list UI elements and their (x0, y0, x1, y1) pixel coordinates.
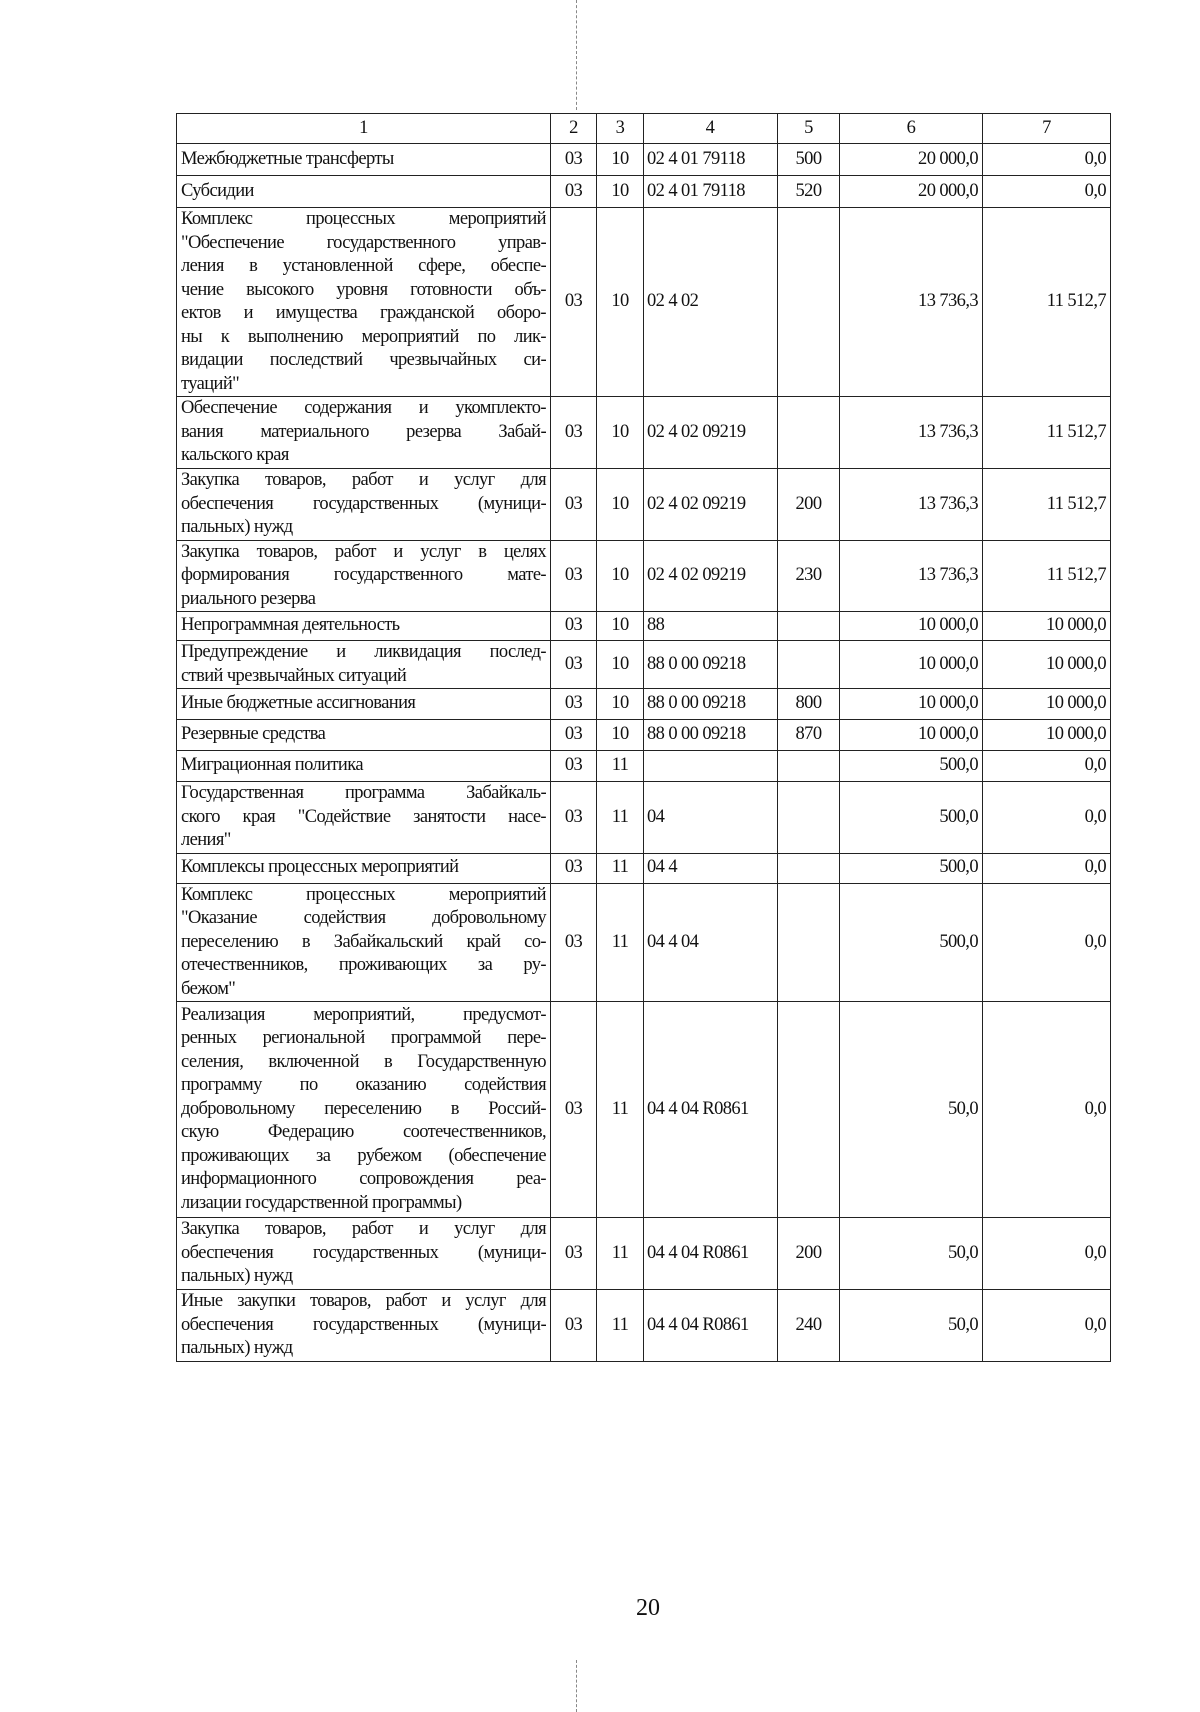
target-article-code: 88 0 00 09218 (644, 641, 778, 689)
amount-year-2: 0,0 (983, 751, 1111, 782)
expense-type-code (778, 397, 840, 469)
subsection-code: 10 (597, 397, 644, 469)
subsection-code: 10 (597, 144, 644, 176)
section-code: 03 (551, 469, 597, 541)
expense-type-code (778, 883, 840, 1002)
target-article-code: 02 4 01 79118 (644, 144, 778, 176)
description-line: ны к выполнению мероприятий по лик- (181, 326, 546, 347)
column-header: 7 (983, 114, 1111, 144)
table-row (177, 853, 1111, 883)
expense-type-code: 500 (778, 144, 840, 176)
expense-type-code: 520 (778, 176, 840, 208)
description-line: Обеспечение содержания и укомплекто- (181, 398, 546, 419)
section-code: 03 (551, 883, 597, 1002)
description-line: видации последствий чрезвычайных си- (181, 350, 546, 370)
section-code: 03 (551, 612, 597, 641)
amount-year-1: 13 736,3 (840, 540, 983, 612)
section-code: 03 (551, 689, 597, 720)
subsection-code: 11 (597, 1290, 644, 1362)
target-article-code: 04 4 04 R0861 (644, 1002, 778, 1218)
amount-year-1: 50,0 (840, 1218, 983, 1290)
expense-type-code: 200 (778, 469, 840, 541)
column-header: 1 (177, 114, 551, 144)
row-description (177, 144, 551, 176)
target-article-code: 04 4 04 R0861 (644, 1290, 778, 1362)
table-row (177, 176, 1111, 208)
column-header: 5 (778, 114, 840, 144)
section-code: 03 (551, 397, 597, 469)
amount-year-2: 10 000,0 (983, 612, 1111, 641)
table-header-row (177, 114, 1111, 144)
target-article-code: 04 4 04 R0861 (644, 1218, 778, 1290)
section-code: 03 (551, 1218, 597, 1290)
expense-type-code (778, 208, 840, 397)
description-line: бежом" (181, 978, 236, 999)
description-line: ектов и имущества гражданской оборо- (181, 303, 546, 323)
amount-year-1: 500,0 (840, 751, 983, 782)
column-header: 2 (551, 114, 597, 144)
description-line: риального резерва (181, 588, 316, 609)
expense-type-code: 200 (778, 1218, 840, 1290)
description-line: "Оказание содействия добровольному (181, 908, 546, 928)
description-line: селения, включенной в Государственную (181, 1051, 546, 1072)
row-description (177, 176, 551, 208)
amount-year-1: 500,0 (840, 883, 983, 1002)
subsection-code: 10 (597, 540, 644, 612)
table-row (177, 641, 1111, 689)
target-article-code: 88 0 00 09218 (644, 689, 778, 720)
amount-year-2: 11 512,7 (983, 208, 1111, 397)
row-description (177, 751, 551, 782)
expense-type-code (778, 641, 840, 689)
amount-year-1: 20 000,0 (840, 176, 983, 208)
amount-year-1: 13 736,3 (840, 208, 983, 397)
amount-year-2: 0,0 (983, 883, 1111, 1002)
table-row (177, 883, 1111, 1002)
amount-year-1: 50,0 (840, 1002, 983, 1218)
section-code: 03 (551, 208, 597, 397)
scan-artifact-line (576, 1660, 577, 1712)
subsection-code: 11 (597, 883, 644, 1002)
subsection-code: 10 (597, 208, 644, 397)
description-line: Межбюджетные трансферты (181, 148, 394, 169)
table-row (177, 397, 1111, 469)
column-header: 3 (597, 114, 644, 144)
description-line: Миграционная политика (181, 755, 363, 776)
amount-year-1: 10 000,0 (840, 612, 983, 641)
row-description (177, 1290, 551, 1362)
description-line: туаций" (181, 373, 240, 394)
expense-type-code: 800 (778, 689, 840, 720)
description-line: информационного сопровождения реа- (181, 1169, 546, 1190)
page-number: 20 (636, 1595, 660, 1621)
amount-year-1: 50,0 (840, 1290, 983, 1362)
subsection-code: 11 (597, 1002, 644, 1218)
row-description (177, 782, 551, 854)
description-line: вания материального резерва Забай- (181, 421, 546, 442)
target-article-code: 02 4 02 09219 (644, 397, 778, 469)
description-line: Реализация мероприятий, предусмот- (181, 1004, 546, 1025)
amount-year-2: 0,0 (983, 1002, 1111, 1218)
target-article-code: 02 4 02 09219 (644, 540, 778, 612)
section-code: 03 (551, 720, 597, 751)
row-description (177, 853, 551, 883)
subsection-code: 11 (597, 853, 644, 883)
target-article-code (644, 751, 778, 782)
subsection-code: 11 (597, 782, 644, 854)
table-row (177, 689, 1111, 720)
description-line: пальных) нужд (181, 517, 293, 537)
row-description (177, 689, 551, 720)
amount-year-1: 500,0 (840, 782, 983, 854)
target-article-code: 02 4 01 79118 (644, 176, 778, 208)
row-description (177, 1002, 551, 1218)
section-code: 03 (551, 144, 597, 176)
amount-year-1: 20 000,0 (840, 144, 983, 176)
subsection-code: 11 (597, 751, 644, 782)
expense-type-code (778, 751, 840, 782)
row-description (177, 720, 551, 751)
table-row (177, 469, 1111, 541)
amount-year-2: 10 000,0 (983, 689, 1111, 720)
description-line: обеспечения государственных (муници- (181, 1314, 546, 1335)
description-line: скую Федерацию соотечественников, (181, 1122, 546, 1143)
description-line: ского края "Содействие занятости насе- (181, 806, 546, 827)
table-row (177, 751, 1111, 782)
description-line: Комплекс процессных мероприятий (181, 884, 546, 905)
expense-type-code (778, 612, 840, 641)
subsection-code: 10 (597, 612, 644, 641)
table-row (177, 540, 1111, 612)
amount-year-2: 10 000,0 (983, 641, 1111, 689)
amount-year-1: 500,0 (840, 853, 983, 883)
target-article-code: 04 4 04 (644, 883, 778, 1002)
description-line: ствий чрезвычайных ситуаций (181, 665, 407, 686)
row-description (177, 1218, 551, 1290)
description-line: Закупка товаров, работ и услуг в целях (181, 541, 546, 562)
description-line: лизации государственной программы) (181, 1192, 462, 1213)
description-line: пальных) нужд (181, 1266, 293, 1287)
table-row (177, 720, 1111, 751)
description-line: Резервные средства (181, 724, 326, 745)
row-description (177, 612, 551, 641)
section-code: 03 (551, 1002, 597, 1218)
target-article-code: 02 4 02 09219 (644, 469, 778, 541)
description-line: программу по оказанию содействия (181, 1075, 546, 1096)
row-description (177, 469, 551, 541)
amount-year-2: 0,0 (983, 144, 1111, 176)
row-description (177, 208, 551, 397)
description-line: пальных) нужд (181, 1338, 293, 1358)
description-line: Комплексы процессных мероприятий (181, 857, 459, 878)
section-code: 03 (551, 540, 597, 612)
amount-year-2: 0,0 (983, 176, 1111, 208)
section-code: 03 (551, 853, 597, 883)
scan-artifact-line (576, 0, 577, 110)
row-description (177, 883, 551, 1002)
description-line: Иные закупки товаров, работ и услуг для (181, 1291, 546, 1311)
amount-year-1: 10 000,0 (840, 689, 983, 720)
description-line: Иные бюджетные ассигнования (181, 693, 416, 714)
target-article-code: 88 (644, 612, 778, 641)
table-row (177, 144, 1111, 176)
subsection-code: 10 (597, 176, 644, 208)
description-line: обеспечения государственных (муници- (181, 493, 546, 514)
subsection-code: 10 (597, 720, 644, 751)
section-code: 03 (551, 641, 597, 689)
description-line: переселению в Забайкальский край со- (181, 931, 546, 952)
target-article-code: 04 4 (644, 853, 778, 883)
amount-year-1: 10 000,0 (840, 641, 983, 689)
column-header: 4 (644, 114, 778, 144)
description-line: ления" (181, 830, 231, 850)
expense-type-code (778, 782, 840, 854)
description-line: Непрограммная деятельность (181, 615, 400, 636)
description-line: кальского края (181, 445, 289, 466)
table-row (177, 1218, 1111, 1290)
amount-year-2: 11 512,7 (983, 540, 1111, 612)
description-line: Предупреждение и ликвидация послед- (181, 642, 546, 662)
row-description (177, 641, 551, 689)
description-line: Субсидии (181, 180, 254, 201)
column-header: 6 (840, 114, 983, 144)
description-line: чение высокого уровня готовности объ- (181, 279, 546, 300)
amount-year-1: 13 736,3 (840, 397, 983, 469)
target-article-code: 88 0 00 09218 (644, 720, 778, 751)
expense-type-code: 870 (778, 720, 840, 751)
amount-year-1: 10 000,0 (840, 720, 983, 751)
expense-type-code: 240 (778, 1290, 840, 1362)
section-code: 03 (551, 782, 597, 854)
subsection-code: 11 (597, 1218, 644, 1290)
row-description (177, 540, 551, 612)
table-row (177, 1290, 1111, 1362)
budget-table (176, 113, 1111, 1362)
expense-type-code (778, 1002, 840, 1218)
table-row (177, 1002, 1111, 1218)
description-line: обеспечения государственных (муници- (181, 1242, 546, 1263)
description-line: ления в установленной сфере, обеспе- (181, 256, 546, 276)
target-article-code: 02 4 02 (644, 208, 778, 397)
amount-year-2: 0,0 (983, 782, 1111, 854)
description-line: формирования государственного мате- (181, 565, 546, 585)
description-line: ренных региональной программой пере- (181, 1028, 546, 1049)
amount-year-2: 11 512,7 (983, 469, 1111, 541)
table-row (177, 612, 1111, 641)
description-line: Закупка товаров, работ и услуг для (181, 1219, 546, 1240)
description-line: "Обеспечение государственного управ- (181, 232, 546, 253)
description-line: отечественников, проживающих за ру- (181, 955, 546, 975)
description-line: Комплекс процессных мероприятий (181, 209, 546, 229)
section-code: 03 (551, 1290, 597, 1362)
table-row (177, 208, 1111, 397)
description-line: Закупка товаров, работ и услуг для (181, 470, 546, 490)
subsection-code: 10 (597, 689, 644, 720)
expense-type-code (778, 853, 840, 883)
amount-year-2: 0,0 (983, 853, 1111, 883)
amount-year-2: 11 512,7 (983, 397, 1111, 469)
table-row (177, 782, 1111, 854)
amount-year-1: 13 736,3 (840, 469, 983, 541)
target-article-code: 04 (644, 782, 778, 854)
amount-year-2: 0,0 (983, 1290, 1111, 1362)
amount-year-2: 10 000,0 (983, 720, 1111, 751)
section-code: 03 (551, 176, 597, 208)
description-line: Государственная программа Забайкаль- (181, 783, 546, 803)
subsection-code: 10 (597, 641, 644, 689)
description-line: добровольному переселению в Россий- (181, 1098, 546, 1119)
row-description (177, 397, 551, 469)
section-code: 03 (551, 751, 597, 782)
description-line: проживающих за рубежом (обеспечение (181, 1145, 546, 1166)
subsection-code: 10 (597, 469, 644, 541)
amount-year-2: 0,0 (983, 1218, 1111, 1290)
expense-type-code: 230 (778, 540, 840, 612)
